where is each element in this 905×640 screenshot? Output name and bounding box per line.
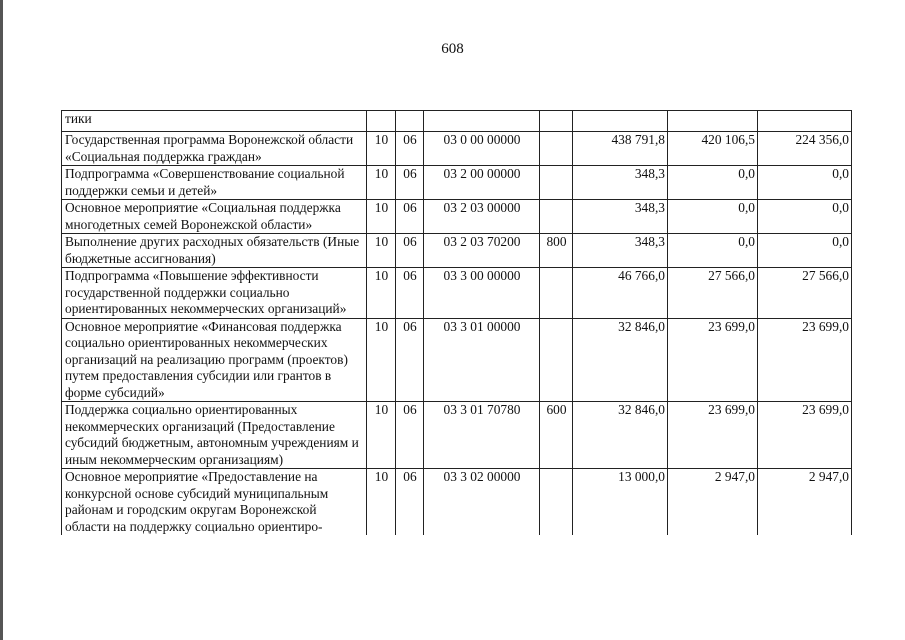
cell-section: 10 [367, 132, 396, 166]
scan-edge [0, 0, 3, 640]
cell-sum-1: 348,3 [573, 166, 668, 200]
cell-expense-type [540, 111, 573, 132]
cell-expense-type [540, 318, 573, 402]
cell-expense-type [540, 166, 573, 200]
cell-subsection [396, 111, 424, 132]
cell-subsection: 06 [396, 200, 424, 234]
cell-section: 10 [367, 166, 396, 200]
cell-name: Основное мероприятие «Финансовая поддержка социально ориентированных некоммерческих организаций на реализацию программ (проектов) путем предоставления субсидии или грантов в форме субсидий» [62, 318, 367, 402]
cell-subsection: 06 [396, 234, 424, 268]
cell-sum-2: 0,0 [668, 234, 758, 268]
table-row [62, 318, 852, 402]
cell-expense-type: 800 [540, 234, 573, 268]
cell-sum-3: 0,0 [758, 166, 852, 200]
cell-sum-2: 420 106,5 [668, 132, 758, 166]
cell-name: Поддержка социально ориентированных некоммерческих организаций (Предоставление субсидий бюджетным, автономным учреждениям и иным некоммерческим организациям) [62, 402, 367, 469]
table-row [62, 111, 852, 132]
cell-section: 10 [367, 268, 396, 319]
cell-expense-type [540, 469, 573, 536]
budget-table [61, 110, 852, 535]
cell-sum-2: 0,0 [668, 166, 758, 200]
table-row [62, 402, 852, 469]
cell-subsection: 06 [396, 318, 424, 402]
cell-sum-2: 2 947,0 [668, 469, 758, 536]
cell-sum-2: 23 699,0 [668, 402, 758, 469]
cell-subsection: 06 [396, 469, 424, 536]
table-row [62, 166, 852, 200]
cell-subsection: 06 [396, 402, 424, 469]
cell-sum-2: 27 566,0 [668, 268, 758, 319]
table-row [62, 132, 852, 166]
cell-sum-2: 0,0 [668, 200, 758, 234]
cell-name: Подпрограмма «Совершенствование социальной поддержки семьи и детей» [62, 166, 367, 200]
cell-section: 10 [367, 402, 396, 469]
cell-sum-3: 27 566,0 [758, 268, 852, 319]
cell-target-article: 03 3 02 00000 [424, 469, 540, 536]
cell-target-article: 03 2 03 70200 [424, 234, 540, 268]
cell-sum-3 [758, 111, 852, 132]
cell-sum-3: 23 699,0 [758, 402, 852, 469]
table-row [62, 234, 852, 268]
cell-section: 10 [367, 318, 396, 402]
cell-name: Государственная программа Воронежской области «Социальная поддержка граждан» [62, 132, 367, 166]
cell-target-article: 03 3 01 70780 [424, 402, 540, 469]
table-row [62, 200, 852, 234]
cell-sum-3: 23 699,0 [758, 318, 852, 402]
cell-sum-3: 0,0 [758, 234, 852, 268]
cell-sum-1 [573, 111, 668, 132]
cell-subsection: 06 [396, 166, 424, 200]
cell-name: тики [62, 111, 367, 132]
table-row [62, 268, 852, 319]
cell-expense-type [540, 268, 573, 319]
cell-sum-1: 32 846,0 [573, 318, 668, 402]
cell-section [367, 111, 396, 132]
cell-section: 10 [367, 234, 396, 268]
cell-target-article: 03 3 01 00000 [424, 318, 540, 402]
cell-target-article: 03 2 00 00000 [424, 166, 540, 200]
cell-section: 10 [367, 469, 396, 536]
cell-sum-2: 23 699,0 [668, 318, 758, 402]
cell-section: 10 [367, 200, 396, 234]
cell-sum-3: 2 947,0 [758, 469, 852, 536]
cell-expense-type [540, 132, 573, 166]
cell-target-article: 03 3 00 00000 [424, 268, 540, 319]
cell-expense-type [540, 200, 573, 234]
cell-name: Подпрограмма «Повышение эффективности государственной поддержки социально ориентированных некоммерческих организаций» [62, 268, 367, 319]
cell-name: Выполнение других расходных обязательств (Иные бюджетные ассигнования) [62, 234, 367, 268]
table-row [62, 469, 852, 536]
cell-target-article: 03 2 03 00000 [424, 200, 540, 234]
cell-name: Основное мероприятие «Предоставление на конкурсной основе субсидий муниципальным районам и городским округам Воронежской области на поддержку социально ориентиро- [62, 469, 367, 536]
cell-subsection: 06 [396, 268, 424, 319]
cell-sum-1: 348,3 [573, 234, 668, 268]
cell-subsection: 06 [396, 132, 424, 166]
cell-sum-1: 13 000,0 [573, 469, 668, 536]
cell-sum-3: 0,0 [758, 200, 852, 234]
cell-sum-1: 32 846,0 [573, 402, 668, 469]
cell-target-article: 03 0 00 00000 [424, 132, 540, 166]
cell-name: Основное мероприятие «Социальная поддержка многодетных семей Воронежской области» [62, 200, 367, 234]
cell-sum-3: 224 356,0 [758, 132, 852, 166]
cell-sum-2 [668, 111, 758, 132]
cell-target-article [424, 111, 540, 132]
page-number: 608 [441, 41, 464, 57]
cell-sum-1: 348,3 [573, 200, 668, 234]
cell-sum-1: 46 766,0 [573, 268, 668, 319]
cell-expense-type: 600 [540, 402, 573, 469]
cell-sum-1: 438 791,8 [573, 132, 668, 166]
